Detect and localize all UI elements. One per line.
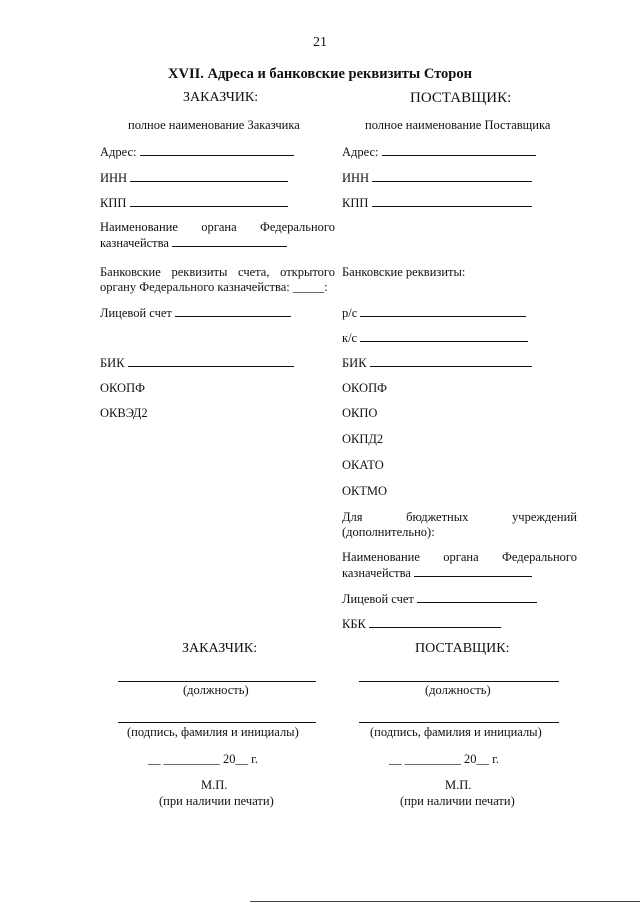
customer-inn-field[interactable] [130,170,288,182]
customer-bank-details-line2: органу Федерального казначейства: _____: [100,280,328,294]
customer-inn-row [100,170,288,186]
customer-treasury-body-label: казначейства [100,236,169,250]
supplier-ks-field[interactable] [360,330,528,342]
supplier-personal-account-label: Лицевой счет [342,592,414,606]
customer-treasury-body-field[interactable] [172,235,287,247]
customer-bik-label: БИК [100,356,125,370]
supplier-seal-note: (при наличии печати) [400,794,515,808]
supplier-treasury-body-field[interactable] [414,565,532,577]
supplier-signature-line[interactable] [359,722,559,723]
supplier-okopf-label: ОКОПФ [342,381,387,395]
supplier-kbk-row [342,616,501,632]
customer-address-row [100,144,294,160]
customer-signature-line[interactable] [118,722,316,723]
customer-okved2-label: ОКВЭД2 [100,406,148,420]
supplier-oktmo-label: ОКТМО [342,484,387,498]
supplier-rs-field[interactable] [360,305,526,317]
customer-seal-label: М.П. [201,778,228,792]
customer-signature-caption: (подпись, фамилия и инициалы) [127,725,299,739]
supplier-treasury-body-row [342,565,532,581]
page-bottom-rule [250,901,640,902]
supplier-budget-line1: Для бюджетных учреждений [342,510,577,524]
customer-full-name-caption: полное наименование Заказчика [128,118,300,132]
supplier-okpo-label: ОКПО [342,406,378,420]
supplier-okpd2-label: ОКПД2 [342,432,384,446]
supplier-position-line[interactable] [359,681,559,682]
customer-address-field[interactable] [140,144,294,156]
customer-personal-account-field[interactable] [175,305,291,317]
supplier-bik-row [342,355,532,371]
supplier-inn-label: ИНН [342,171,370,185]
page-number: 21 [313,35,327,50]
section-title: XVII. Адреса и банковские реквизиты Сторон [168,66,472,82]
supplier-kpp-row [342,195,532,211]
supplier-personal-account-field[interactable] [417,591,537,603]
supplier-okato-label: ОКАТО [342,458,384,472]
customer-kpp-row [100,195,288,211]
supplier-inn-field[interactable] [372,170,532,182]
supplier-address-label: Адрес: [342,145,379,159]
customer-okopf-label: ОКОПФ [100,381,145,395]
supplier-kpp-field[interactable] [372,195,532,207]
customer-personal-account-label: Лицевой счет [100,306,172,320]
signature-customer-heading: ЗАКАЗЧИК: [182,641,258,656]
supplier-heading: ПОСТАВЩИК: [410,90,512,106]
customer-personal-account-row [100,305,291,321]
supplier-bik-label: БИК [342,356,367,370]
customer-treasury-body-line1: Наименование органа Федерального [100,220,335,234]
supplier-signature-caption: (подпись, фамилия и инициалы) [370,725,542,739]
customer-kpp-label: КПП [100,196,127,210]
supplier-bank-details-label: Банковские реквизиты: [342,265,466,279]
customer-bank-details-line1: Банковские реквизиты счета, открытого [100,265,335,279]
supplier-budget-line2: (дополнительно): [342,525,435,539]
customer-position-line[interactable] [118,681,316,682]
supplier-address-field[interactable] [382,144,536,156]
customer-bik-field[interactable] [128,355,294,367]
supplier-address-row [342,144,536,160]
supplier-treasury-body-label: казначейства [342,566,411,580]
supplier-kbk-label: КБК [342,617,366,631]
supplier-bik-field[interactable] [370,355,532,367]
customer-kpp-field[interactable] [130,195,288,207]
supplier-personal-account-row [342,591,537,607]
supplier-seal-label: М.П. [445,778,472,792]
supplier-rs-label: р/с [342,306,358,320]
customer-address-label: Адрес: [100,145,137,159]
customer-position-caption: (должность) [183,683,249,697]
supplier-inn-row [342,170,532,186]
customer-heading: ЗАКАЗЧИК: [183,90,259,105]
supplier-treasury-body-line1: Наименование органа Федерального [342,550,577,564]
customer-inn-label: ИНН [100,171,128,185]
supplier-ks-label: к/с [342,331,358,345]
signature-supplier-heading: ПОСТАВЩИК: [415,641,510,656]
customer-bik-row [100,355,294,371]
supplier-rs-row [342,305,526,321]
supplier-kbk-field[interactable] [369,616,501,628]
supplier-kpp-label: КПП [342,196,369,210]
supplier-date-line[interactable]: __ _________ 20__ г. [389,752,499,766]
customer-date-line[interactable]: __ _________ 20__ г. [148,752,258,766]
customer-seal-note: (при наличии печати) [159,794,274,808]
supplier-position-caption: (должность) [425,683,491,697]
customer-treasury-body-row [100,235,287,251]
supplier-ks-row [342,330,528,346]
supplier-full-name-caption: полное наименование Поставщика [365,118,551,132]
